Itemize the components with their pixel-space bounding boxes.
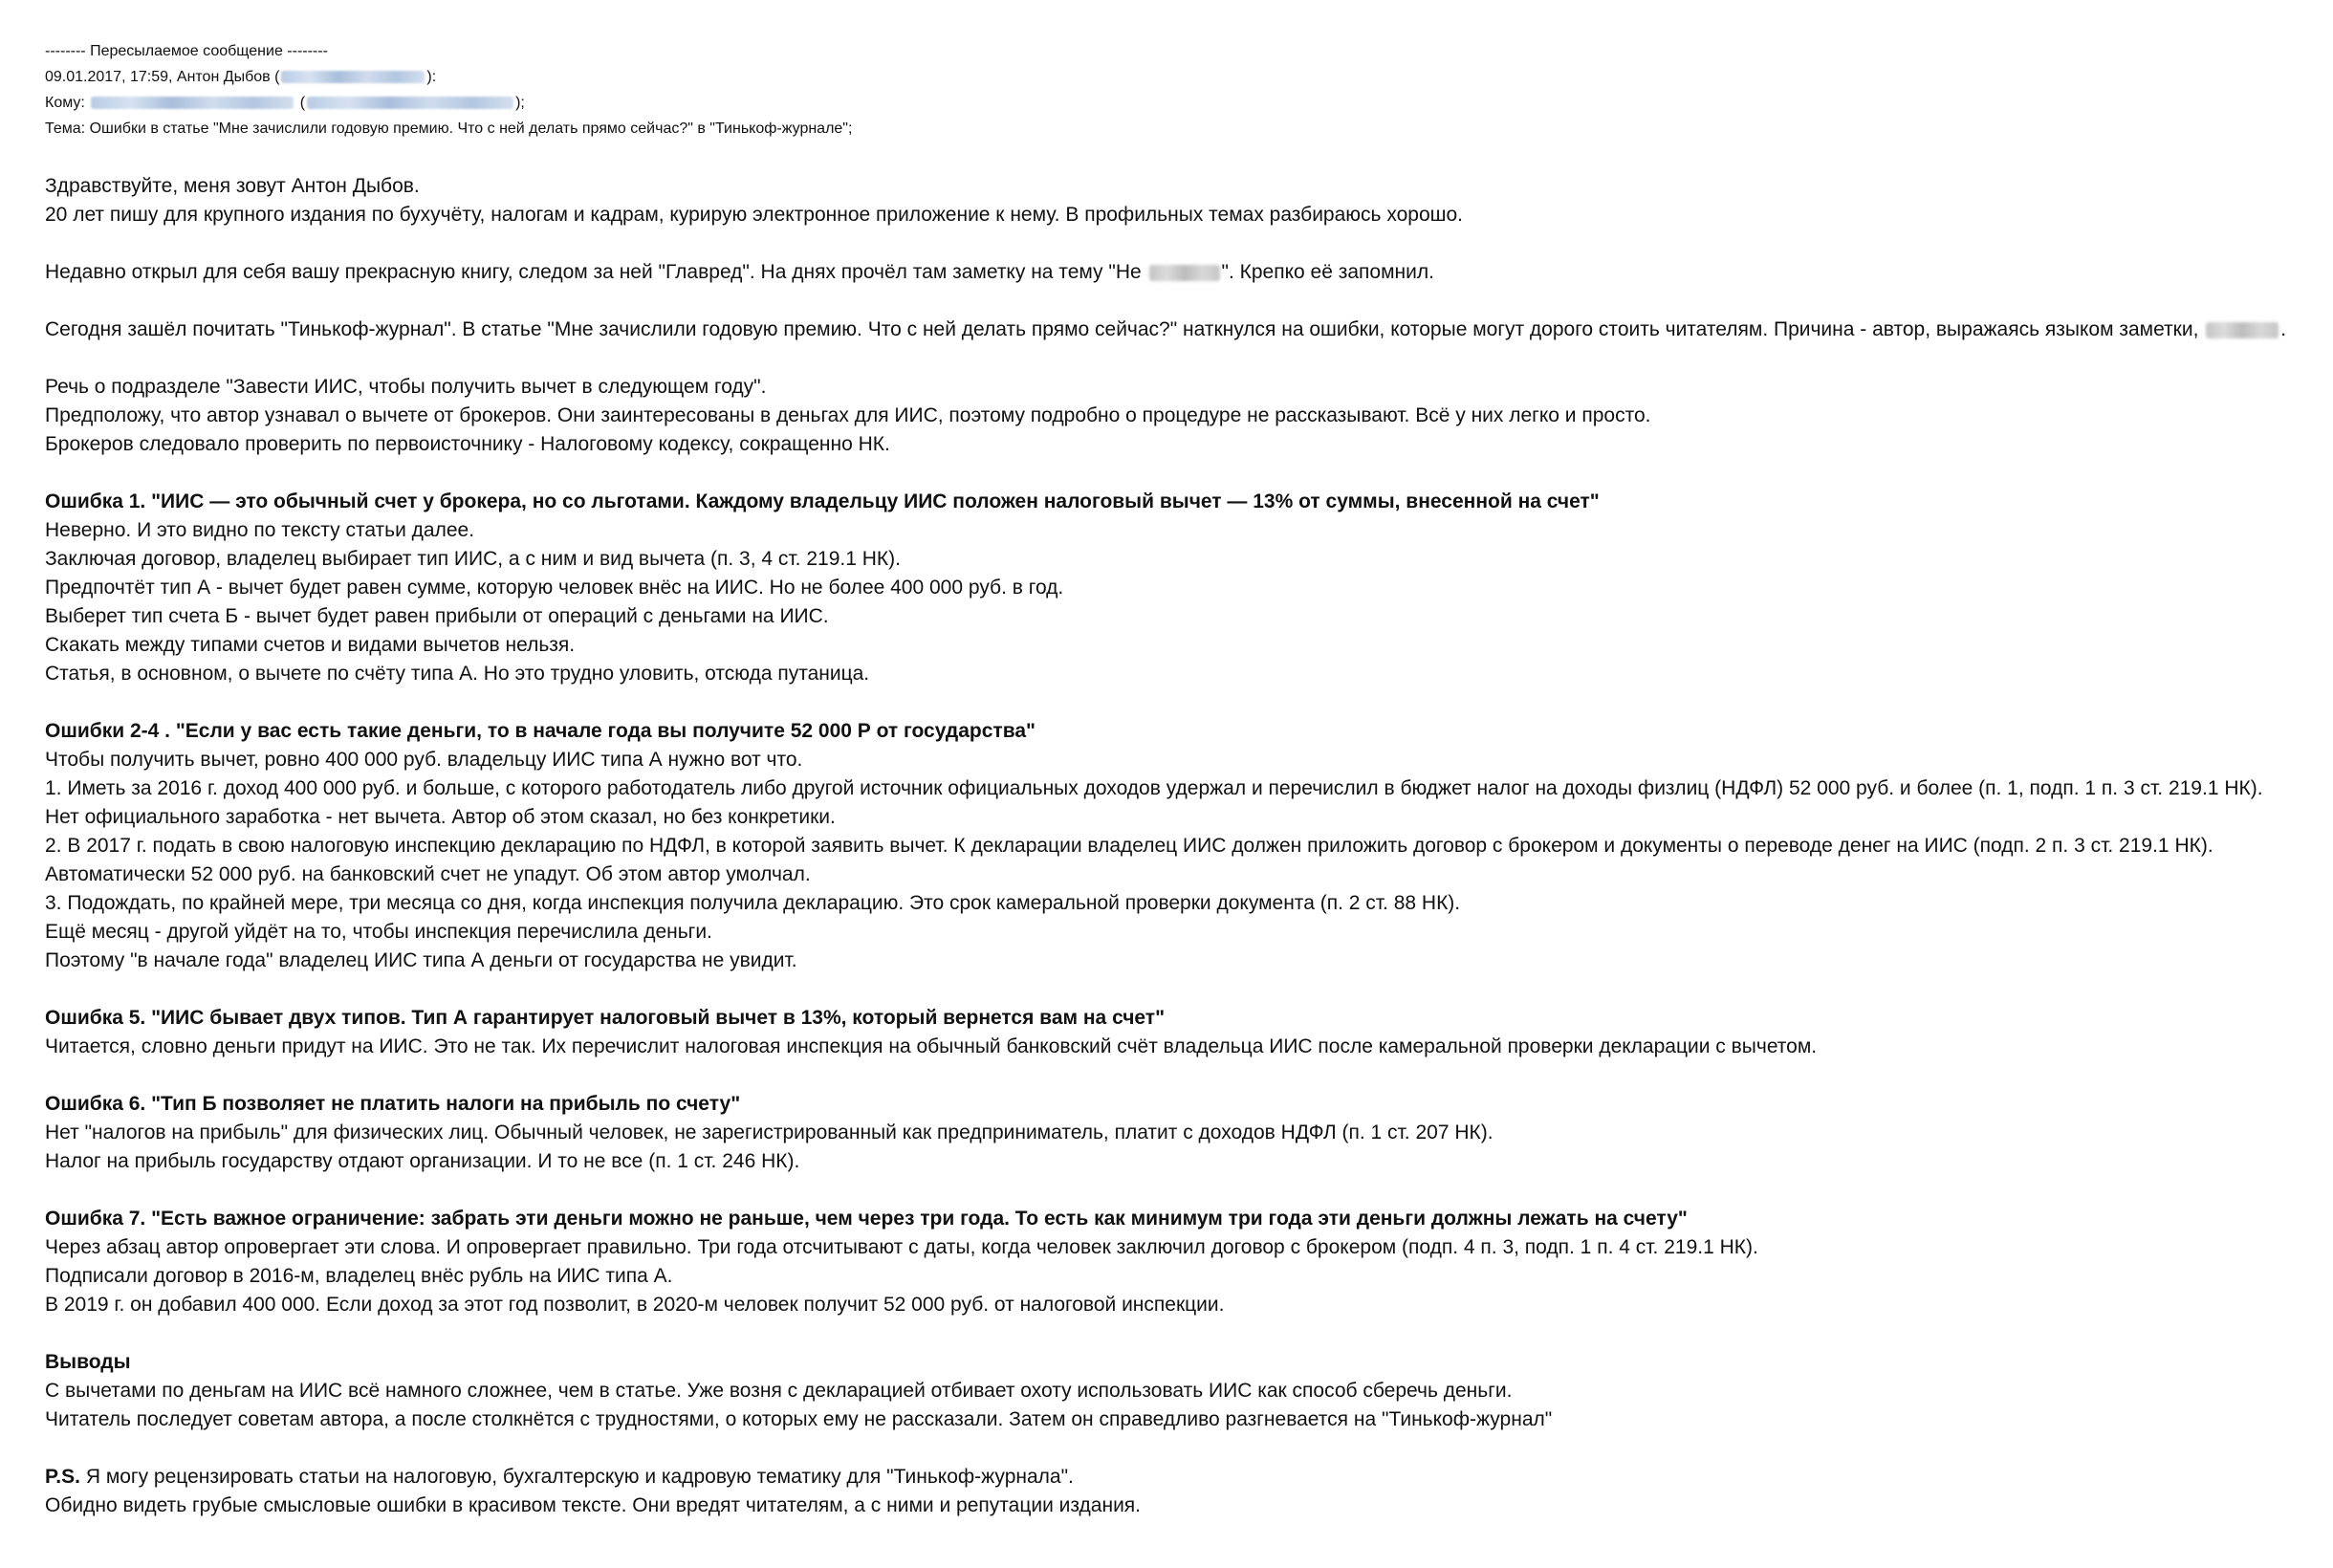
redacted-recipient-email [307,97,513,109]
text-line: Поэтому "в начале года" владелец ИИС типа А деньги от государства не увидит. [45,949,797,971]
paragraph-greeting [45,172,2311,229]
text-line: Заключая договор, владелец выбирает тип ИИС, а с ним и вид вычета (п. 3, 4 ст. 219.1 НК). [45,548,901,570]
from-suffix: ): [426,69,437,85]
section-title: Выводы [45,1351,131,1373]
paragraph-book [45,258,2311,287]
text-fragment: . [2280,318,2287,340]
to-suffix: ); [515,95,525,111]
redacted-phrase [2206,322,2278,338]
text-line: Предположу, что автор узнавал о вычете от брокеров. Они заинтересованы в деньгах для ИИС, поэтому подробно о процедуре не рассказывают. Всё у них легко и просто. [45,404,1651,426]
forwarded-email [45,38,2311,1549]
text-line [45,258,2311,287]
section-errors-2-4 [45,717,2311,975]
text-line: Предпочтёт тип А - вычет будет равен сумме, которую человек внёс на ИИС. Но не более 400 000 руб. в год. [45,577,1064,599]
section-title: Ошибка 6. "Тип Б позволяет не платить налоги на прибыль по счету" [45,1093,741,1115]
text-line: Обидно видеть грубые смысловые ошибки в красивом тексте. Они вредят читателям, а с ними и репутации издания. [45,1494,1142,1516]
paragraph-today [45,316,2311,344]
forward-header [45,38,2311,142]
to-line [45,90,2311,116]
text-line [45,1463,2311,1492]
text-line: 20 лет пишу для крупного издания по бухучёту, налогам и кадрам, курирую электронное приложение к нему. В профильных темах разбираюсь хорошо. [45,204,1463,226]
section-error-7 [45,1205,2311,1319]
ps-text: Я могу рецензировать статьи на налоговую, бухгалтерскую и кадровую тематику для "Тинькоф-журнала". [79,1466,1074,1488]
text-line: Статья, в основном, о вычете по счёту типа А. Но это трудно уловить, отсюда путаница. [45,663,870,685]
text-line: 3. Подождать, по крайней мере, три месяца со дня, когда инспекция получила декларацию. Это срок камеральной проверки документа (п. 2 ст. 88 НК). [45,892,1461,914]
to-label: Кому: [45,95,85,111]
text-line: Речь о подразделе "Завести ИИС, чтобы получить вычет в следующем году". [45,376,767,398]
section-ps [45,1463,2311,1520]
text-fragment: Недавно открыл для себя вашу прекрасную книгу, следом за ней "Главред". На днях прочёл там заметку на тему "Не [45,261,1147,283]
section-title: Ошибка 5. "ИИС бывает двух типов. Тип А гарантирует налоговый вычет в 13%, который вернется вам на счет" [45,1007,1166,1029]
text-line [45,316,2311,344]
text-line: Выберет тип счета Б - вычет будет равен прибыли от операций с деньгами на ИИС. [45,605,829,627]
text-line: С вычетами по деньгам на ИИС всё намного сложнее, чем в статье. Уже возня с декларацией отбивает охоту использовать ИИС как способ сберечь деньги. [45,1380,1513,1402]
redacted-email-sender [281,71,425,83]
text-line: Ещё месяц - другой уйдёт на то, чтобы инспекция перечислила деньги. [45,921,712,943]
text-line: 2. В 2017 г. подать в свою налоговую инспекцию декларацию по НДФЛ, в которой заявить вычет. К декларации владелец ИИС должен приложить договор с брокером и документы о переводе денег на ИИС (подп. 2 п. 3 ст. 219.1 НК). [45,835,2213,857]
from-line [45,64,2311,90]
text-line: Читатель последует советам автора, а после столкнётся с трудностями, о которых ему не рассказали. Затем он справедливо разгневается на "Тинькоф-журнал" [45,1408,1553,1430]
to-open: ( [299,95,306,111]
text-line: Читается, словно деньги придут на ИИС. Это не так. Их перечислит налоговая инспекция на обычный банковский счёт владельца ИИС после камеральной проверки декларации с вычетом. [45,1035,1818,1057]
forwarded-label: -------- Пересылаемое сообщение -------- [45,43,328,59]
text-line: Налог на прибыль государству отдают организации. И то не все (п. 1 ст. 246 НК). [45,1150,800,1172]
section-conclusions [45,1348,2311,1434]
section-title: Ошибки 2-4 . "Если у вас есть такие деньги, то в начале года вы получите 52 000 Р от государства" [45,720,1036,742]
text-line: 1. Иметь за 2016 г. доход 400 000 руб. и больше, с которого работодатель либо другой источник официальных доходов удержал и перечислил в бюджет налог на доходы физлиц (НДФЛ) 52 000 руб. и более (п. 1, подп. 1 п. 3 ст. 219.1 НК). [45,777,2263,799]
from-prefix: 09.01.2017, 17:59, Антон Дыбов ( [45,69,280,85]
text-line: Автоматически 52 000 руб. на банковский счет не упадут. Об этом автор умолчал. [45,863,811,885]
section-title: Ошибка 1. "ИИС — это обычный счет у брокера, но со льготами. Каждому владельцу ИИС положен налоговый вычет — 13% от суммы, внесенной на счет" [45,490,1600,512]
redacted-recipient-name [91,97,294,109]
subject-line: Тема: Ошибки в статье "Мне зачислили годовую премию. Что с ней делать прямо сейчас?" в "Тинькоф-журнале"; [45,120,853,137]
ps-label: P.S. [45,1466,80,1488]
text-line: Неверно. И это видно по тексту статьи далее. [45,519,475,541]
text-line: Через абзац автор опровергает эти слова. И опровергает правильно. Три года отсчитывают с даты, когда человек заключил договор с брокером (подп. 4 п. 3, подп. 1 п. 4 ст. 219.1 НК). [45,1236,1758,1258]
redacted-phrase [1149,265,1220,281]
section-error-5 [45,1004,2311,1061]
section-title: Ошибка 7. "Есть важное ограничение: забрать эти деньги можно не раньше, чем через три года. То есть как минимум три года эти деньги должны лежать на счету" [45,1208,1688,1230]
text-line: Здравствуйте, меня зовут Антон Дыбов. [45,175,420,197]
text-line: Нет официального заработка - нет вычета. Автор об этом сказал, но без конкретики. [45,806,836,828]
section-error-6 [45,1090,2311,1176]
text-line: Брокеров следовало проверить по первоисточнику - Налоговому кодексу, сокращенно НК. [45,433,890,455]
message-body [45,172,2311,1520]
text-fragment: ". Крепко её запомнил. [1221,261,1434,283]
section-error-1 [45,488,2311,688]
text-fragment: Сегодня зашёл почитать "Тинькоф-журнал". В статье "Мне зачислили годовую премию. Что с ней делать прямо сейчас?" наткнулся на ошибки, которые могут дорого стоить читателям. Причина - автор, выражаясь языком заметки, [45,318,2205,340]
text-line: Подписали договор в 2016-м, владелец внёс рубль на ИИС типа А. [45,1265,673,1287]
text-line: Нет "налогов на прибыль" для физических лиц. Обычный человек, не зарегистрированный как предприниматель, платит с доходов НДФЛ (п. 1 ст. 207 НК). [45,1122,1494,1143]
text-line: Скакать между типами счетов и видами вычетов нельзя. [45,634,576,656]
paragraph-intro [45,373,2311,459]
text-line: В 2019 г. он добавил 400 000. Если доход за этот год позволит, в 2020-м человек получит 52 000 руб. от налоговой инспекции. [45,1294,1225,1316]
text-line: Чтобы получить вычет, ровно 400 000 руб. владельцу ИИС типа А нужно вот что. [45,749,803,771]
